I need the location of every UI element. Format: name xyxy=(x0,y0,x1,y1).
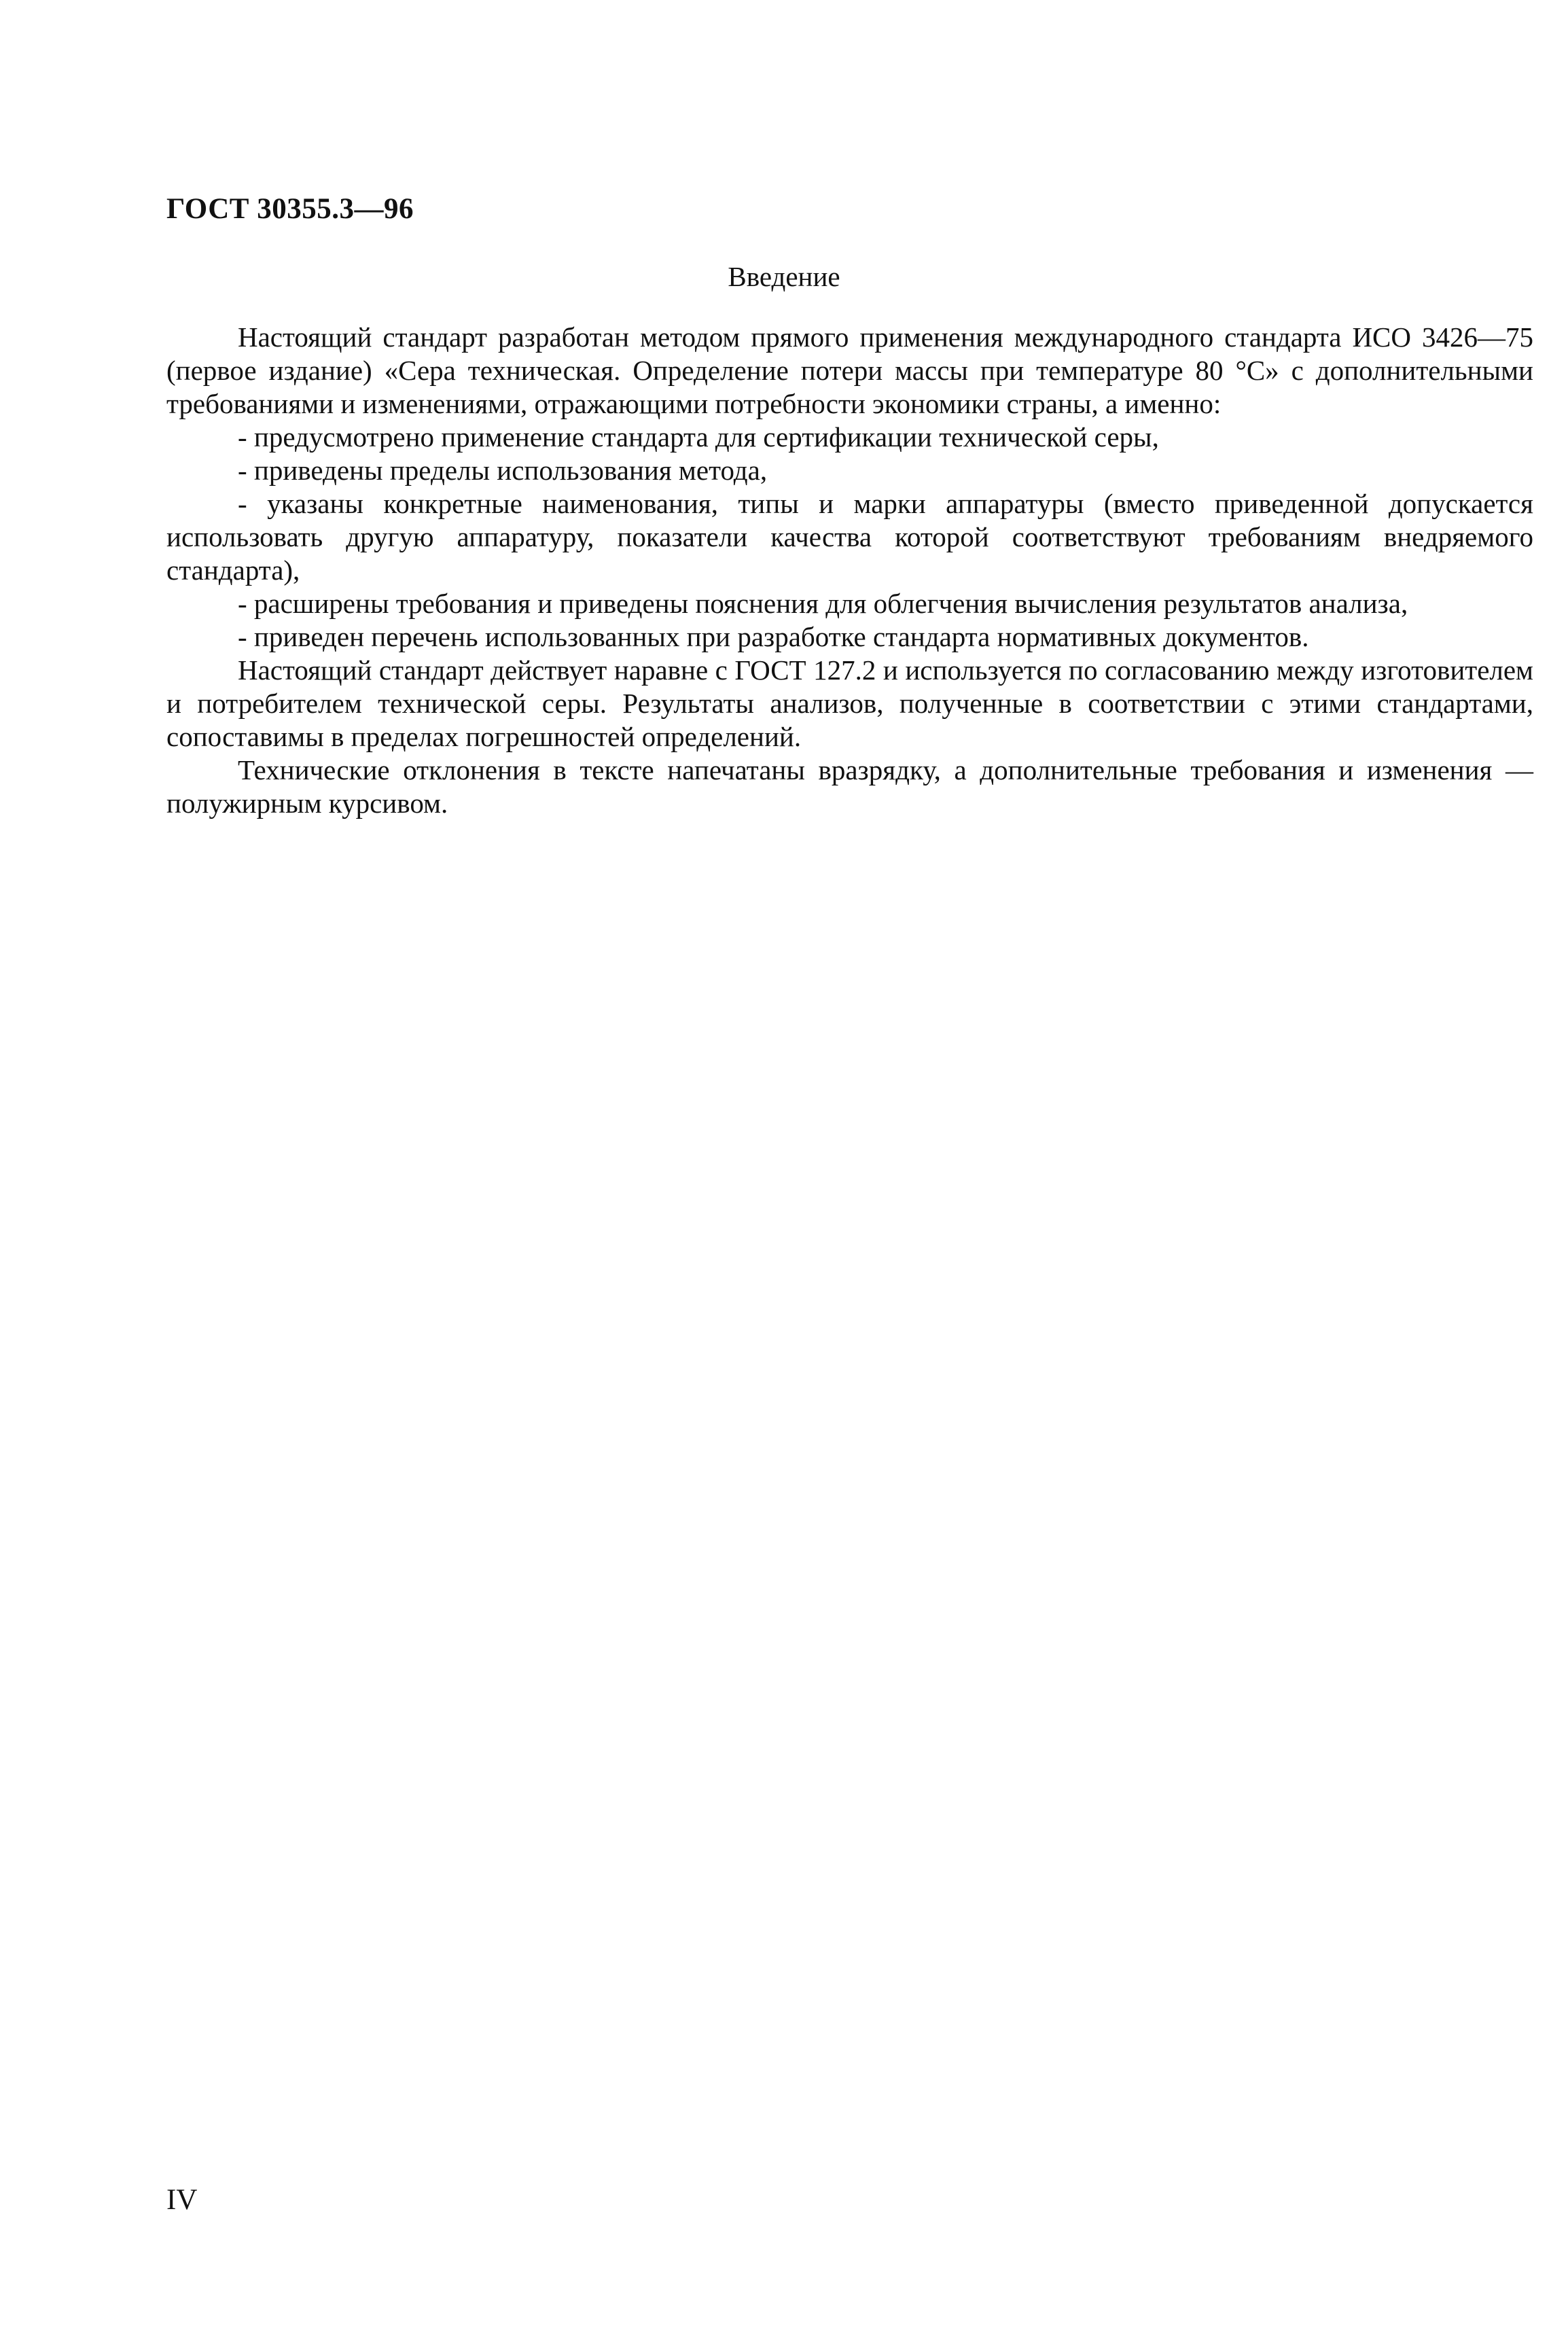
list-item: - приведены пределы использования метода, xyxy=(238,455,768,486)
page-number: IV xyxy=(166,2184,198,2216)
standard-relation-paragraph: Настоящий стандарт действует наравне с ГОСТ 127.2 и используется по согласованию между изготовителем и потребителем технической серы. Результаты анализов, полученные в соответствии с этими стандартами, сопоставимы в пределах погрешностей определений. xyxy=(166,654,1533,752)
list-item: - приведен перечень использованных при разработке стандарта нормативных документов. xyxy=(238,621,1309,652)
document-code: ГОСТ 30355.3—96 xyxy=(166,193,414,225)
list-item: - расширены требования и приведены пояснения для облегчения вычисления результатов анализа, xyxy=(238,588,1408,619)
body-text xyxy=(166,321,1533,820)
list-item: - предусмотрено применение стандарта для сертификации технической серы, xyxy=(238,421,1159,453)
section-title: Введение xyxy=(728,261,840,292)
intro-paragraph: Настоящий стандарт разработан методом прямого применения международного стандарта ИСО 3426—75 (первое издание) «Сера техническая. Определение потери массы при температуре 80 °С» с дополнительными требованиями и изменениями, отражающими потребности экономики страны, а именно: xyxy=(166,321,1533,419)
list-item: - указаны конкретные наименования, типы и марки аппаратуры (вместо приведенной допускается использовать другую аппаратуру, показатели качества которой соответствуют требованиям внедряемого стандарта), xyxy=(166,488,1533,586)
deviations-paragraph: Технические отклонения в тексте напечатаны вразрядку, а дополнительные требования и изменения — полужирным курсивом. xyxy=(166,754,1533,819)
